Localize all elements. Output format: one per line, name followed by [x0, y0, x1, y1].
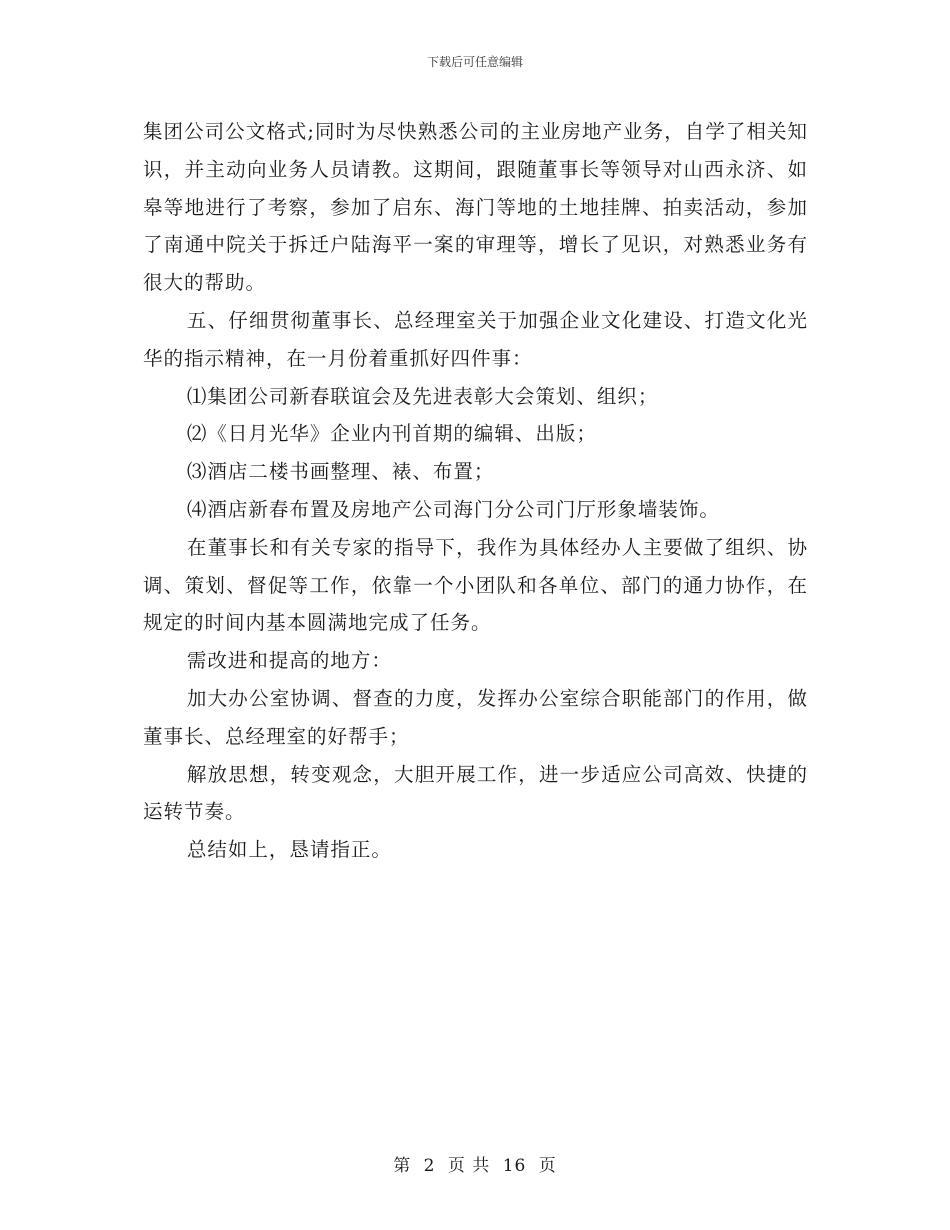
paragraph: 集团公司公文格式;同时为尽快熟悉公司的主业房地产业务，自学了相关知识，并主动向业务人员请教。这期间，跟随董事长等领导对山西永济、如皋等地进行了考察，参加了启东、海门等地的土地挂牌、拍卖活动，参加了南通中院关于拆迁户陆海平一案的审理等，增长了见识，对熟悉业务有很大的帮助。: [143, 120, 808, 295]
footer-prefix: 第: [393, 1156, 412, 1176]
paragraph: 五、仔细贯彻董事长、总经理室关于加强企业文化建设、打造文化光华的指示精神，在一月份着重抓好四件事：: [143, 308, 808, 370]
page-footer: [0, 1155, 950, 1177]
paragraph: 解放思想，转变观念，大胆开展工作，进一步适应公司高效、快捷的运转节奏。: [143, 762, 808, 824]
paragraph: 需改进和提高的地方：: [186, 649, 392, 673]
list-item: ⑴集团公司新春联谊会及先进表彰大会策划、组织；: [186, 384, 659, 408]
list-item: ⑶酒店二楼书画整理、裱、布置；: [186, 460, 495, 484]
page-header: 下载后可任意编辑: [426, 55, 523, 69]
paragraph: 加大办公室协调、督查的力度，发挥办公室综合职能部门的作用，做董事长、总经理室的好帮手；: [143, 686, 808, 748]
page-total: 16: [502, 1156, 527, 1176]
list-item: ⑵《日月光华》企业内刊首期的编辑、出版；: [186, 422, 597, 446]
document-body: [143, 113, 808, 869]
list-item: ⑷酒店新春布置及房地产公司海门分公司门厅形象墙装饰。: [186, 497, 720, 521]
paragraph: 在董事长和有关专家的指导下，我作为具体经办人主要做了组织、协调、策划、督促等工作，依靠一个小团队和各单位、部门的通力协作，在规定的时间内基本圆满地完成了任务。: [143, 535, 808, 635]
footer-middle: 页 共: [447, 1156, 491, 1176]
page-number: 2: [423, 1156, 436, 1176]
footer-suffix: 页: [538, 1156, 557, 1176]
paragraph: 总结如上，恳请指正。: [186, 838, 392, 862]
